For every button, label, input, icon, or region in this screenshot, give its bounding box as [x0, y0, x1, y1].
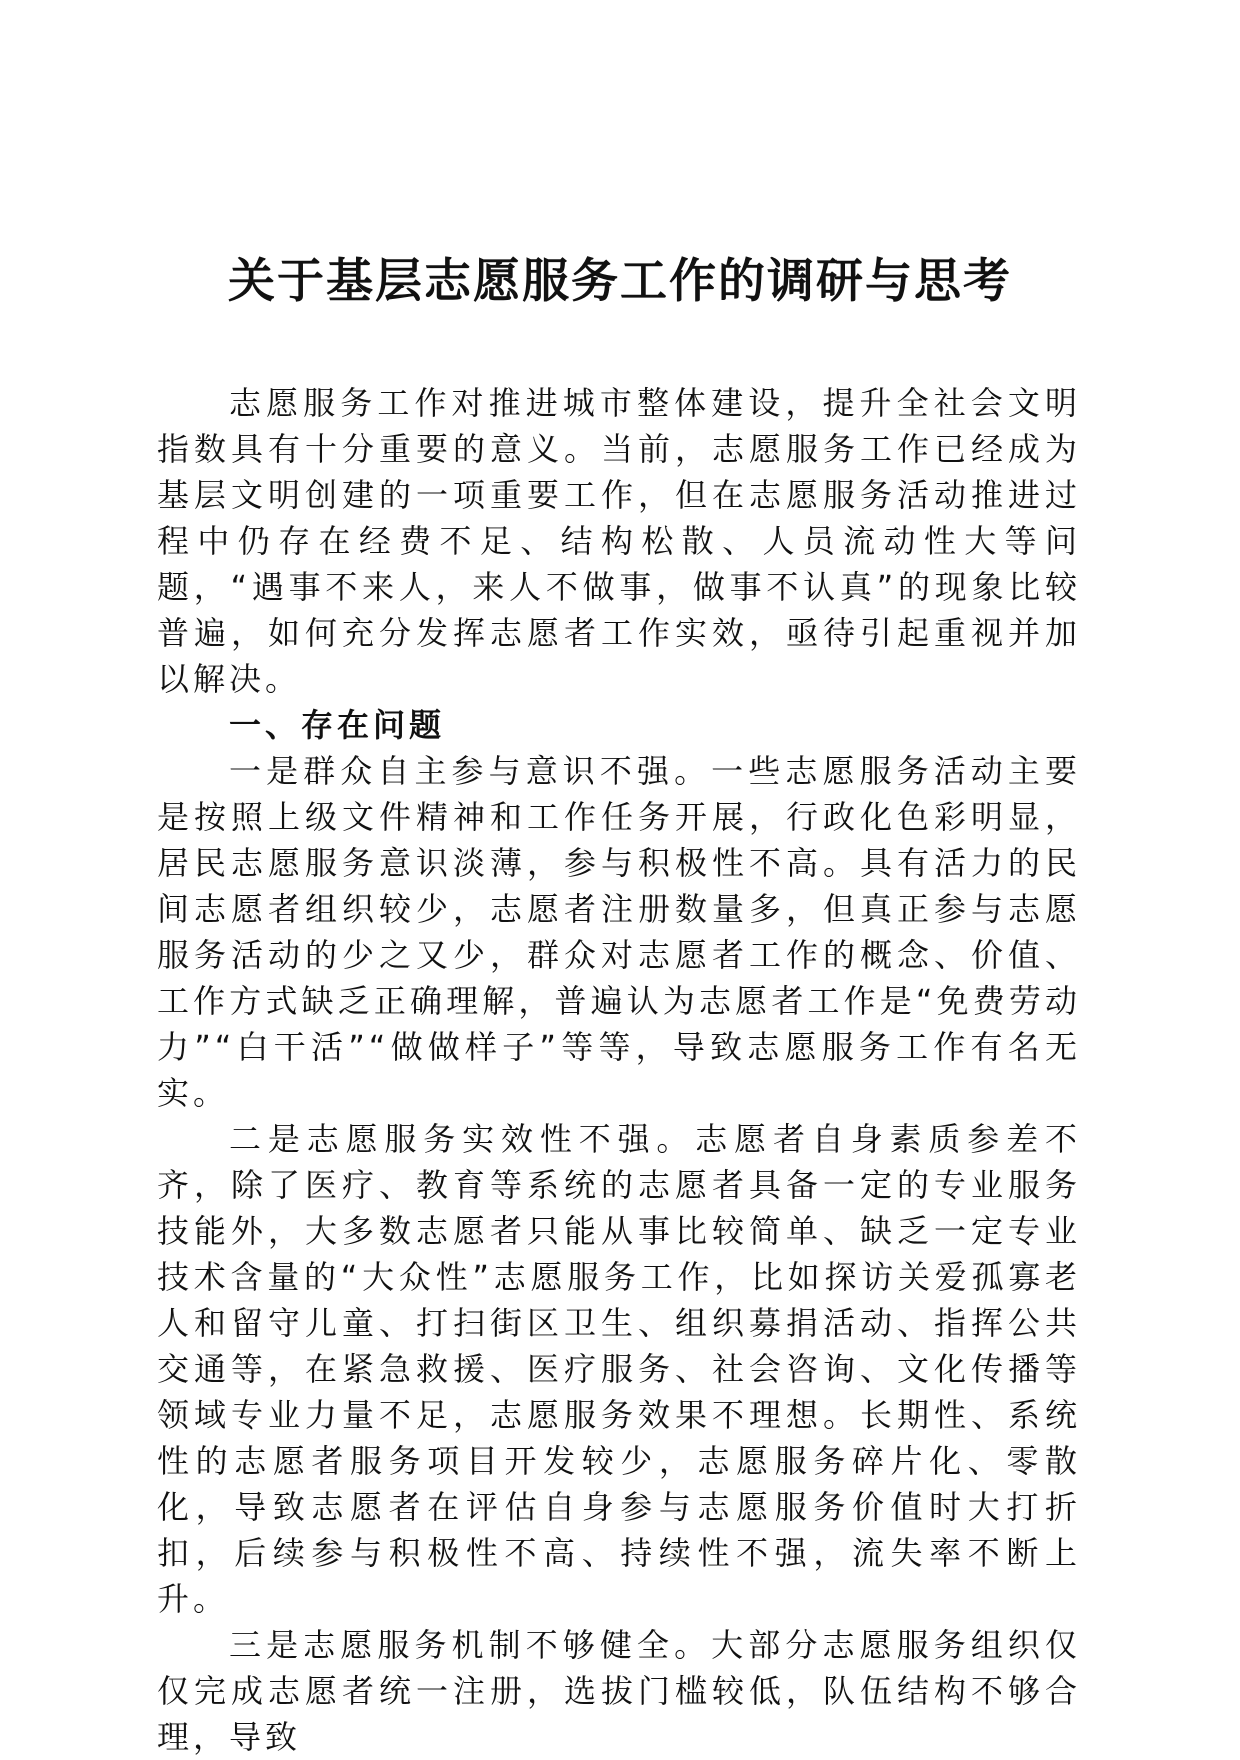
body-paragraph: 三是志愿服务机制不够健全。大部分志愿服务组织仅仅完成志愿者统一注册，选拔门槛较低，队伍结构不够合理，导致 — [157, 1626, 1081, 1756]
document-body — [157, 380, 1081, 1760]
intro-paragraph: 志愿服务工作对推进城市整体建设，提升全社会文明指数具有十分重要的意义。当前，志愿服务工作已经成为基层文明创建的一项重要工作，但在志愿服务活动推进过程中仍存在经费不足、结构松散、人员流动性大等问题，“遇事不来人，来人不做事，做事不认真”的现象比较普遍，如何充分发挥志愿者工作实效，亟待引起重视并加以解决。 — [157, 384, 1081, 698]
body-paragraph: 二是志愿服务实效性不强。志愿者自身素质参差不齐，除了医疗、教育等系统的志愿者具备一定的专业服务技能外，大多数志愿者只能从事比较简单、缺乏一定专业技术含量的“大众性”志愿服务工作，比如探访关爱孤寡老人和留守儿童、打扫街区卫生、组织募捐活动、指挥公共交通等，在紧急救援、医疗服务、社会咨询、文化传播等领域专业力量不足，志愿服务效果不理想。长期性、系统性的志愿者服务项目开发较少，志愿服务碎片化、零散化，导致志愿者在评估自身参与志愿服务价值时大打折扣，后续参与积极性不高、持续性不强，流失率不断上升。 — [157, 1120, 1081, 1618]
section-heading: 一、存在问题 — [229, 706, 446, 744]
body-paragraph: 一是群众自主参与意识不强。一些志愿服务活动主要是按照上级文件精神和工作任务开展，行政化色彩明显，居民志愿服务意识淡薄，参与积极性不高。具有活力的民间志愿者组织较少，志愿者注册数量多，但真正参与志愿服务活动的少之又少，群众对志愿者工作的概念、价值、工作方式缺乏正确理解，普遍认为志愿者工作是“免费劳动力”“白干活”“做做样子”等等，导致志愿服务工作有名无实。 — [157, 752, 1081, 1112]
document-title: 关于基层志愿服务工作的调研与思考 — [228, 254, 1012, 309]
